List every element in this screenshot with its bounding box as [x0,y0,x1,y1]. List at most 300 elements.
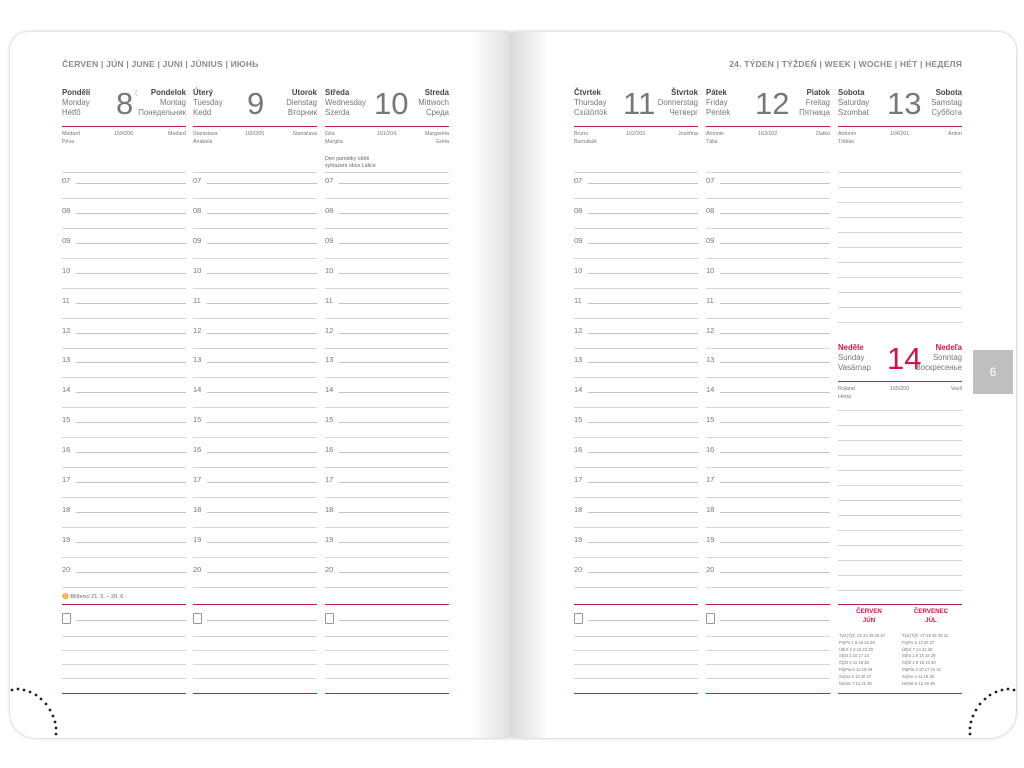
half-hour-line[interactable] [193,228,317,229]
mini-calendar-july-row: So|So 4 11 18 25 [902,673,934,679]
half-hour-line[interactable] [193,497,317,498]
half-hour-line[interactable] [706,497,830,498]
half-hour-line[interactable] [706,258,830,259]
notes-line[interactable] [325,678,449,679]
notes-line[interactable] [574,664,698,665]
hour-label: 16 [574,445,583,455]
hour-line[interactable] [720,482,830,483]
day-8-header [62,86,186,158]
day-of-year-count: 160/205 [245,131,265,137]
moon-phase-icon: ☾ [134,89,142,98]
hour-label: 09 [706,235,715,245]
calendar-top-rule [838,604,962,605]
writing-line[interactable] [838,172,962,173]
hour-line[interactable] [720,273,830,274]
half-hour-line[interactable] [193,198,317,199]
half-hour-line[interactable] [706,318,830,319]
half-hour-line[interactable] [706,288,830,289]
hour-line[interactable] [720,512,830,513]
writing-line[interactable] [838,470,962,471]
half-hour-line[interactable] [706,437,830,438]
half-hour-line[interactable] [574,527,698,528]
half-hour-line[interactable] [574,467,698,468]
hour-label: 19 [62,534,71,544]
notes-line[interactable] [706,636,830,637]
day-name-left: Sobota Saturday Szombat [838,88,870,117]
hour-line[interactable] [588,243,698,244]
writing-line[interactable] [838,530,962,531]
day-number: 12 [755,86,790,121]
half-hour-line[interactable] [193,407,317,408]
hour-label: 10 [62,265,71,275]
half-hour-line[interactable] [706,228,830,229]
hour-line[interactable] [76,303,186,304]
hour-label: 09 [62,235,71,245]
half-hour-line[interactable] [325,198,449,199]
hour-label: 11 [325,295,333,305]
mini-calendar-july-row: Út|Ut 7 14 21 28 [902,646,933,652]
half-hour-line[interactable] [706,587,830,588]
hour-line[interactable] [76,333,186,334]
hour-label: 17 [62,475,71,484]
hour-line[interactable] [339,273,449,274]
half-hour-line[interactable] [325,437,449,438]
half-hour-line[interactable] [325,527,449,528]
hour-line[interactable] [339,333,449,334]
notes-line[interactable] [62,650,186,651]
half-hour-line[interactable] [193,258,317,259]
notes-line[interactable] [193,678,317,679]
day-header-rule [62,126,186,127]
hour-line[interactable] [720,572,830,573]
mini-calendar-july-row: Týd.|Týž. 27 28 29 30 31 [902,633,949,638]
day-number: 8 [116,86,134,121]
day-number: 14 [887,341,922,376]
hour-line[interactable] [588,303,698,304]
half-hour-line[interactable] [574,407,698,408]
hour-line[interactable] [207,542,317,543]
half-hour-line[interactable] [62,437,186,438]
hour-label: 13 [574,355,583,365]
notes-icon [706,613,715,624]
hour-line[interactable] [339,422,449,423]
hour-line[interactable] [207,362,317,363]
half-hour-line[interactable] [62,467,186,468]
hour-line[interactable] [588,333,698,334]
half-hour-line[interactable] [574,198,698,199]
half-hour-line[interactable] [706,407,830,408]
hour-line[interactable] [76,542,186,543]
hour-line[interactable] [76,482,186,483]
half-hour-line[interactable] [325,497,449,498]
mini-calendar-july-row: Ne|Ne 5 12 19 26 [902,680,935,686]
day-number: 11 [623,86,656,121]
hour-label: 16 [62,445,71,455]
half-hour-line[interactable] [325,467,449,468]
half-hour-line[interactable] [62,348,186,349]
hour-label: 11 [193,295,201,305]
writing-line[interactable] [838,425,962,426]
half-hour-line[interactable] [325,318,449,319]
hour-line[interactable] [588,273,698,274]
hour-line[interactable] [76,273,186,274]
half-hour-line[interactable] [193,288,317,289]
half-hour-line[interactable] [193,437,317,438]
writing-line[interactable] [838,187,962,188]
writing-line[interactable] [193,172,317,173]
hour-label: 14 [706,385,715,395]
writing-line[interactable] [838,440,962,441]
notes-line[interactable] [62,664,186,665]
mini-calendar-july-row: St|St 1 8 15 22 29 [902,653,936,659]
half-hour-line[interactable] [706,377,830,378]
notes-bottom-rule [325,693,449,694]
half-hour-line[interactable] [706,557,830,558]
hour-line[interactable] [588,482,698,483]
half-hour-line[interactable] [193,377,317,378]
half-hour-line[interactable] [62,557,186,558]
hour-label: 19 [574,534,583,544]
hour-line[interactable] [207,303,317,304]
mini-calendar-june-title: ČERVEN JÚN [856,608,882,624]
half-hour-line[interactable] [574,437,698,438]
hour-label: 08 [325,205,334,215]
half-hour-line[interactable] [193,467,317,468]
hour-line[interactable] [720,303,830,304]
notes-line[interactable] [325,664,449,665]
hour-label: 19 [325,534,334,544]
name-day-sk: Vasil [950,386,962,392]
hour-line[interactable] [588,213,698,214]
hour-label: 17 [325,475,334,484]
hour-line[interactable] [720,452,830,453]
week-heading: 24. TÝDEN | TÝŽDEŇ | WEEK | WOCHE | HÉT | НЕДЕЛЯ [729,59,962,69]
hour-label: 14 [325,385,334,395]
hour-label: 20 [574,564,583,574]
writing-line[interactable] [838,277,962,278]
hour-line[interactable] [339,542,449,543]
name-day-cz: Stanislava Anabela [193,131,218,145]
hour-line[interactable] [76,422,186,423]
day-header-rule [574,126,698,127]
half-hour-line[interactable] [325,258,449,259]
hour-line[interactable] [207,482,317,483]
half-hour-line[interactable] [574,557,698,558]
half-hour-line[interactable] [325,557,449,558]
hour-line[interactable] [588,183,698,184]
notes-line[interactable] [325,650,449,651]
hour-line[interactable] [76,572,186,573]
hour-line[interactable] [207,422,317,423]
notes-line[interactable] [207,620,317,621]
half-hour-line[interactable] [193,587,317,588]
half-hour-line[interactable] [62,497,186,498]
hour-line[interactable] [339,183,449,184]
notes-line[interactable] [706,664,830,665]
hour-label: 16 [325,445,334,455]
writing-line[interactable] [838,202,962,203]
month-index-tab[interactable]: 6 [973,350,1013,394]
half-hour-line[interactable] [62,228,186,229]
hour-line[interactable] [588,512,698,513]
hour-line[interactable] [76,392,186,393]
half-hour-line[interactable] [325,228,449,229]
half-hour-line[interactable] [325,377,449,378]
writing-line[interactable] [838,590,962,591]
half-hour-line[interactable] [574,587,698,588]
writing-line[interactable] [838,500,962,501]
hour-line[interactable] [207,392,317,393]
notes-line[interactable] [720,620,830,621]
notes-icon [62,613,71,624]
hour-label: 14 [62,385,71,395]
writing-line[interactable] [838,232,962,233]
name-day-cz: Roland Herta [838,386,855,400]
notes-line[interactable] [339,620,449,621]
half-hour-line[interactable] [62,198,186,199]
half-hour-line[interactable] [62,527,186,528]
half-hour-line[interactable] [574,348,698,349]
half-hour-line[interactable] [62,587,186,588]
day-name-left: Pátek Friday Péntek [706,88,731,117]
half-hour-line[interactable] [193,527,317,528]
day-of-year-count: 165/200 [890,386,910,392]
mini-calendar-june-row: Po|Po 1 8 15 22 29 [839,639,875,645]
hour-line[interactable] [207,183,317,184]
hour-label: 18 [706,504,715,514]
mini-calendar-june-row: Ne|Ne 7 14 21 28 [839,680,872,686]
notes-line[interactable] [325,636,449,637]
notes-line[interactable] [62,678,186,679]
half-hour-line[interactable] [574,377,698,378]
mini-calendar-june-row: Pá|Pia 5 12 19 26 [839,667,873,672]
half-hour-line[interactable] [325,407,449,408]
hour-label: 15 [193,415,202,425]
half-hour-line[interactable] [574,497,698,498]
day-name-right: Piatok Freitag Пятница [799,88,830,117]
hour-label: 08 [193,205,202,215]
half-hour-line[interactable] [574,228,698,229]
half-hour-line[interactable] [574,288,698,289]
hour-line[interactable] [76,362,186,363]
hour-line[interactable] [339,482,449,483]
notes-line[interactable] [193,636,317,637]
hour-line[interactable] [76,213,186,214]
hour-label: 16 [193,445,202,455]
day-header-rule [838,126,962,127]
hour-label: 20 [325,564,334,574]
half-hour-line[interactable] [193,318,317,319]
half-hour-line[interactable] [574,318,698,319]
hour-label: 10 [574,265,583,275]
half-hour-line[interactable] [325,288,449,289]
hour-label: 08 [62,205,71,215]
hour-line[interactable] [76,243,186,244]
hour-line[interactable] [720,542,830,543]
hour-label: 07 [706,176,715,185]
day-name-left: Neděle Sunday Vasárnap [838,343,871,372]
hour-line[interactable] [588,572,698,573]
writing-line[interactable] [838,545,962,546]
notes-icon [574,613,583,624]
hour-line[interactable] [339,452,449,453]
notes-top-rule [193,604,317,605]
hour-line[interactable] [207,213,317,214]
writing-line[interactable] [838,292,962,293]
hour-label: 17 [706,475,715,484]
notes-bottom-rule [193,693,317,694]
day-header-rule [325,126,449,127]
hour-label: 12 [193,325,202,335]
hour-line[interactable] [207,452,317,453]
hour-label: 07 [193,176,202,185]
hour-line[interactable] [207,572,317,573]
half-hour-line[interactable] [193,557,317,558]
half-hour-line[interactable] [706,467,830,468]
hour-line[interactable] [720,392,830,393]
name-day-cz: Bruno Barnabáš [574,131,597,145]
writing-line[interactable] [62,172,186,173]
hour-label: 20 [62,564,71,574]
hour-line[interactable] [339,243,449,244]
day-of-year-count: 163/202 [758,131,778,137]
hour-line[interactable] [339,392,449,393]
notes-line[interactable] [62,636,186,637]
half-hour-line[interactable] [706,348,830,349]
day-number: 13 [887,86,922,121]
name-day-cz: Antonín Tóbiás [838,131,857,145]
hour-line[interactable] [207,333,317,334]
half-hour-line[interactable] [574,258,698,259]
hour-line[interactable] [720,213,830,214]
hour-line[interactable] [339,572,449,573]
hour-line[interactable] [588,362,698,363]
hour-line[interactable] [207,273,317,274]
half-hour-line[interactable] [706,198,830,199]
writing-line[interactable] [838,575,962,576]
writing-line[interactable] [838,560,962,561]
notes-line[interactable] [574,636,698,637]
notes-line[interactable] [193,664,317,665]
hour-line[interactable] [339,362,449,363]
notes-line[interactable] [193,650,317,651]
mini-calendar-june-row: Čt|Št 4 11 18 25 [839,660,869,666]
half-hour-line[interactable] [62,377,186,378]
writing-line[interactable] [838,455,962,456]
hour-label: 18 [574,504,583,514]
writing-line[interactable] [838,410,962,411]
day-name-left: Čtvrtek Thursday Csütörtök [574,88,608,117]
hour-label: 11 [574,295,582,305]
notes-line[interactable] [588,620,698,621]
writing-line[interactable] [838,485,962,486]
writing-line[interactable] [838,307,962,308]
half-hour-line[interactable] [325,587,449,588]
hour-label: 13 [325,355,334,365]
hour-line[interactable] [588,422,698,423]
hour-line[interactable] [339,303,449,304]
half-hour-line[interactable] [62,318,186,319]
mini-calendar-july-title: ČERVENEC JÚL [913,608,949,624]
day-name-right: Štvrtok Donnerstag Четверг [657,88,698,117]
notes-icon [325,613,334,624]
hour-line[interactable] [339,512,449,513]
notes-line[interactable] [706,650,830,651]
hour-label: 17 [193,475,202,484]
hour-label: 20 [706,564,715,574]
day-number: 10 [374,86,409,121]
half-hour-line[interactable] [325,348,449,349]
half-hour-line[interactable] [62,288,186,289]
half-hour-line[interactable] [193,348,317,349]
hour-label: 15 [574,415,583,425]
writing-line[interactable] [838,247,962,248]
hour-line[interactable] [720,362,830,363]
hour-line[interactable] [588,542,698,543]
name-day-cz: Medard Péva [62,131,80,145]
hour-label: 14 [193,385,202,395]
writing-line[interactable] [838,515,962,516]
half-hour-line[interactable] [62,258,186,259]
notes-line[interactable] [76,620,186,621]
day-name-right: Pondelok Montag Понедельник [138,88,186,117]
hour-line[interactable] [207,243,317,244]
mini-calendar-july-row: Po|Po 6 13 20 27 [902,639,935,645]
month-heading: ČERVEN | JÚN | JUNE | JUNI | JÚNIUS | ИЮНЬ [62,59,259,69]
hour-line[interactable] [720,243,830,244]
hour-line[interactable] [588,392,698,393]
mini-calendar-june-row: Út|Ut 2 9 16 23 30 [839,646,873,652]
name-day-sk: Anton [948,131,962,137]
zodiac-note: ♊ Blíženci 21. 5. – 20. 6. [62,594,125,600]
notes-line[interactable] [574,650,698,651]
day-name-right: Utorok Dienstag Вторник [286,88,317,117]
hour-label: 14 [574,385,583,395]
day-header-rule [193,126,317,127]
writing-line[interactable] [574,172,698,173]
hour-label: 10 [193,265,202,275]
writing-line[interactable] [838,322,962,323]
hour-line[interactable] [76,512,186,513]
name-day-sk: Margaréta Gréta [424,131,449,145]
writing-line[interactable] [325,172,449,173]
hour-line[interactable] [588,452,698,453]
notes-line[interactable] [706,678,830,679]
hour-line[interactable] [76,183,186,184]
hour-line[interactable] [339,213,449,214]
hour-label: 08 [706,205,715,215]
hour-line[interactable] [720,333,830,334]
hour-label: 18 [193,504,202,514]
day-10-header [325,86,449,169]
half-hour-line[interactable] [706,527,830,528]
writing-line[interactable] [706,172,830,173]
mini-calendar-july-row: Čt|Št 2 9 16 23 30 [902,660,936,666]
hour-line[interactable] [207,512,317,513]
hour-line[interactable] [76,452,186,453]
writing-line[interactable] [838,262,962,263]
corner-dots-left [8,684,60,736]
writing-line[interactable] [838,217,962,218]
right-gutter-shadow [512,32,548,738]
half-hour-line[interactable] [62,407,186,408]
hour-line[interactable] [720,183,830,184]
notes-line[interactable] [574,678,698,679]
hour-label: 08 [574,205,583,215]
notes-icon [193,613,202,624]
notes-bottom-rule [706,693,830,694]
hour-line[interactable] [720,422,830,423]
